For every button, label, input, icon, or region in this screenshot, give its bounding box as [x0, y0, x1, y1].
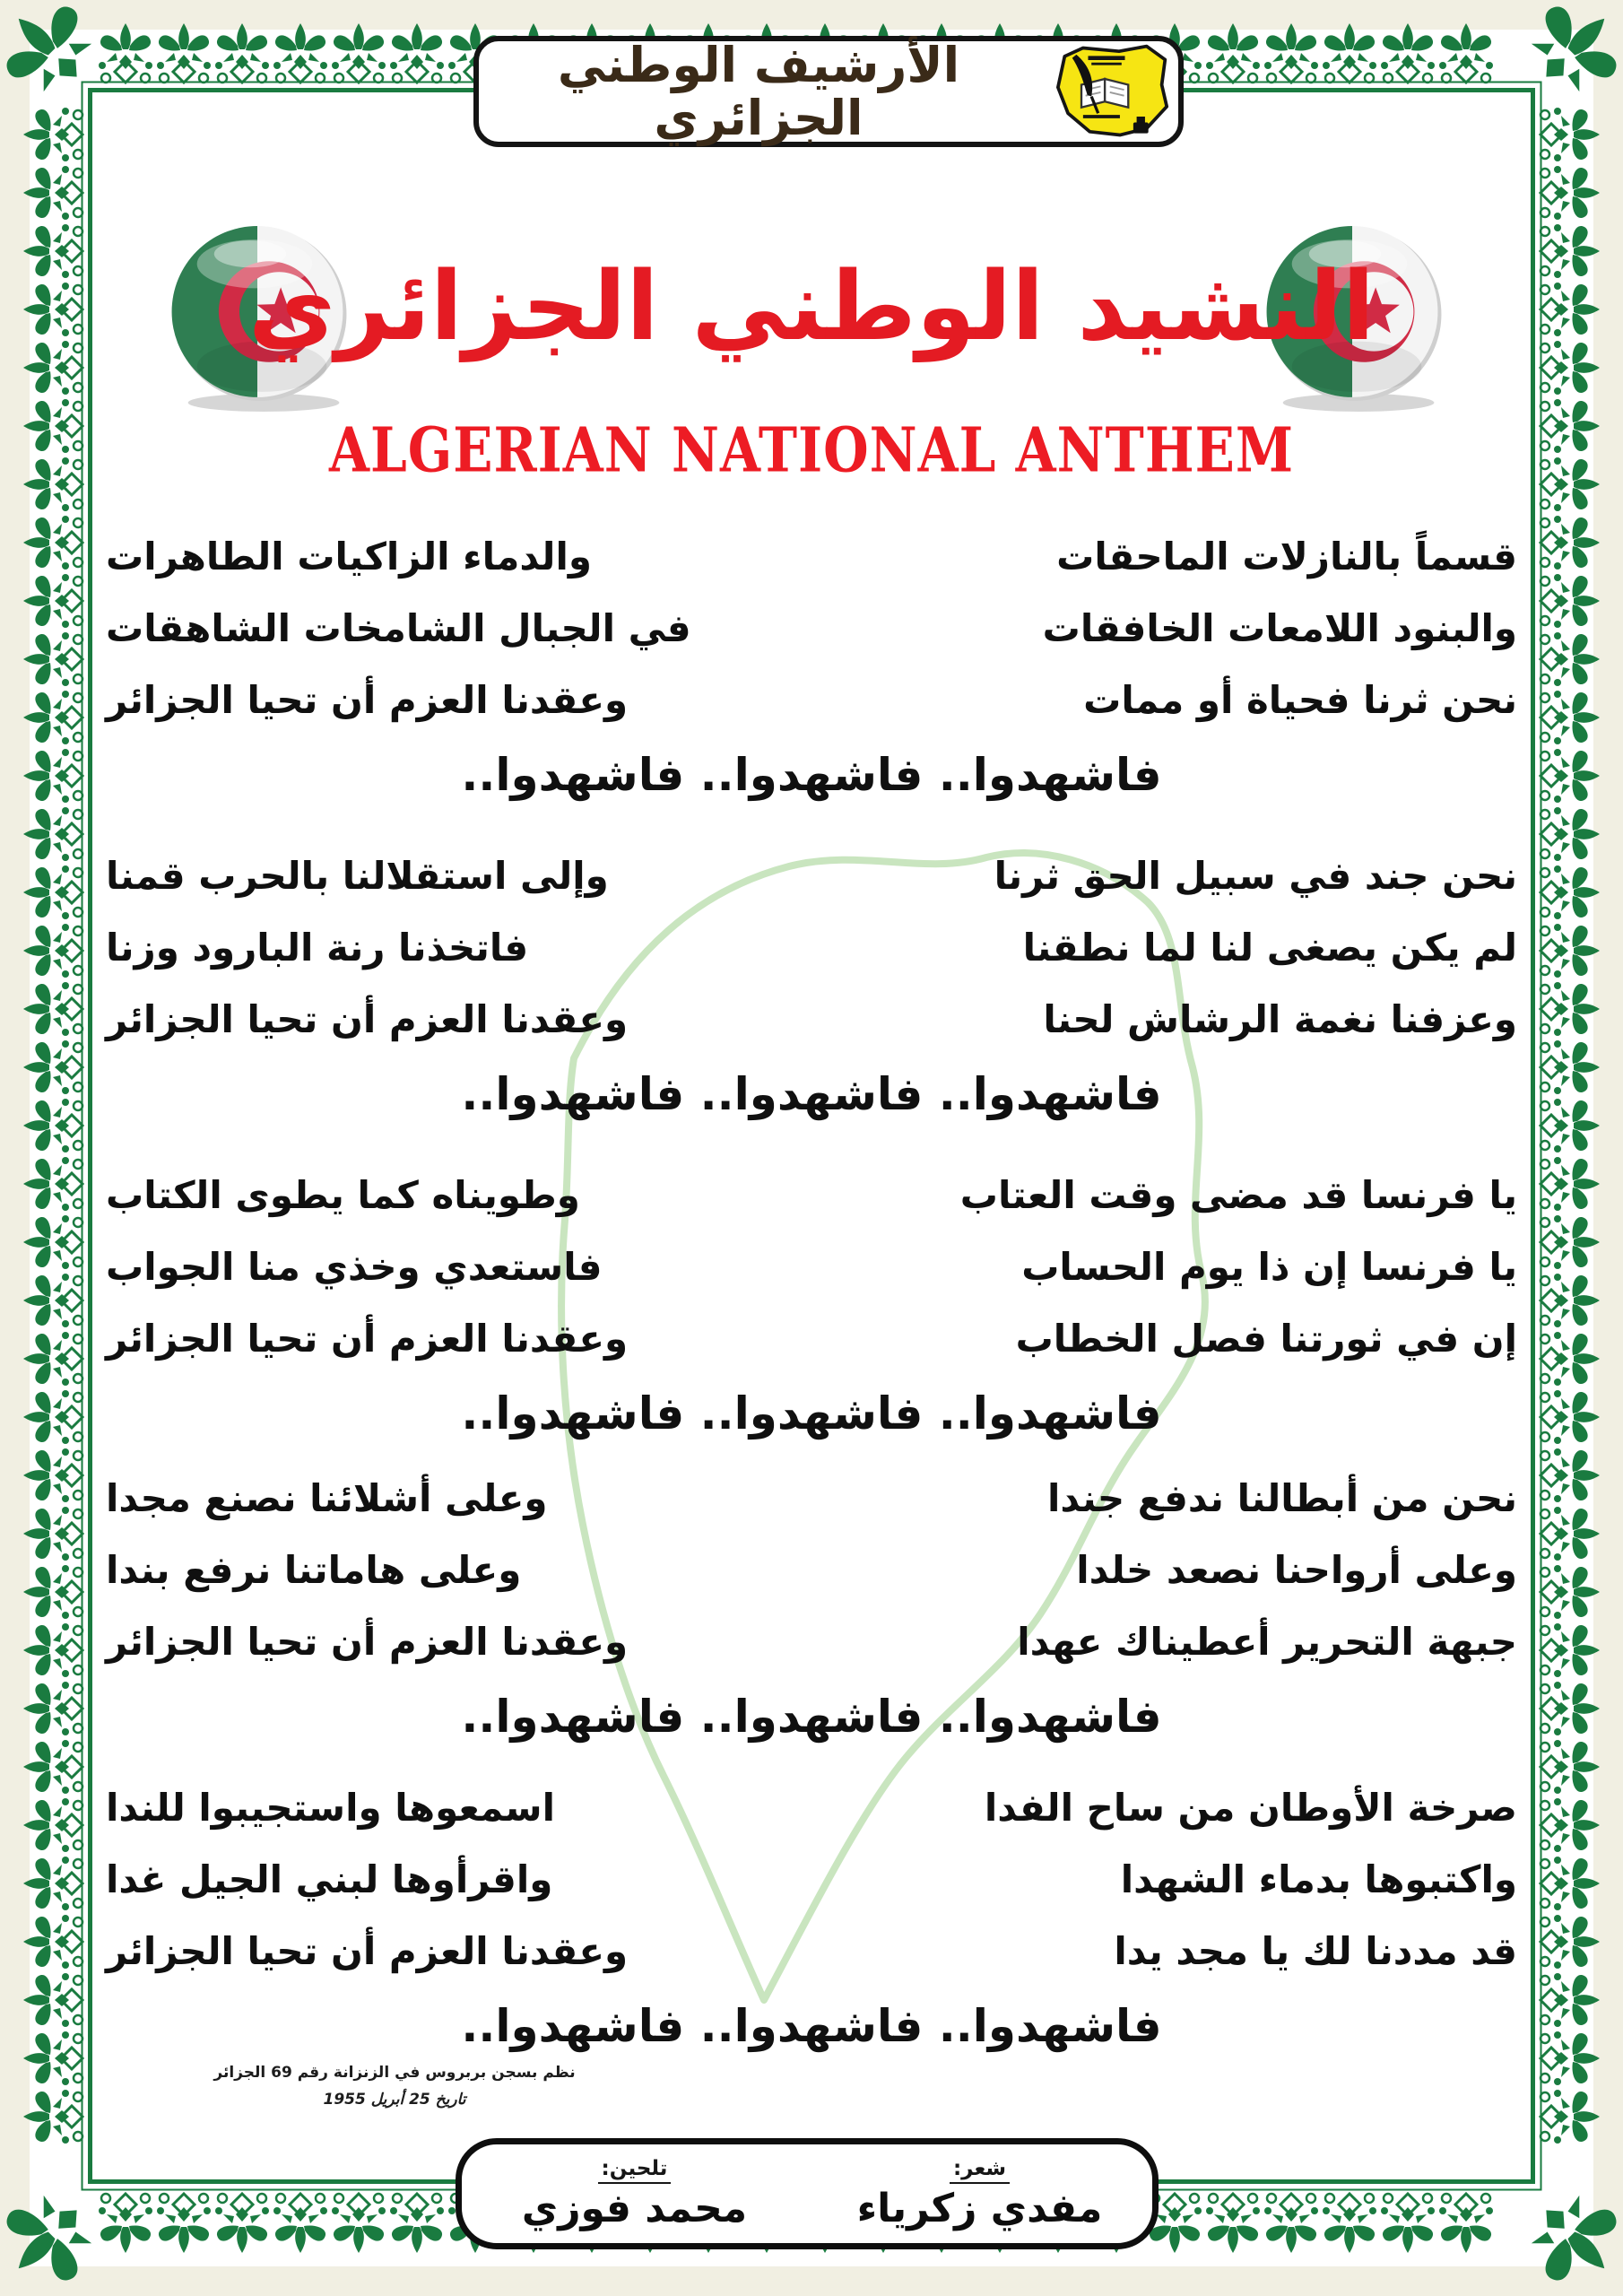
composer-credit — [462, 2157, 807, 2231]
refrain-line: فاشهدوا.. فاشهدوا.. فاشهدوا.. — [461, 1691, 1162, 1743]
page-title-arabic: النشيد الوطني الجزائري — [247, 251, 1376, 361]
verse-line — [106, 1462, 1517, 1534]
refrain-line: فاشهدوا.. فاشهدوا.. فاشهدوا.. — [461, 1387, 1162, 1439]
verse-line — [106, 1231, 1517, 1302]
verse-line — [106, 839, 1517, 911]
hemistich-right: والبنود اللامعات الخافقات — [1042, 605, 1517, 650]
hemistich-right: وعلى أرواحنا نصعد خلدا — [1076, 1547, 1517, 1592]
poet-name: مفدي زكرياء — [856, 2185, 1103, 2231]
hemistich-left: وعقدنا العزم أن تحيا الجزائر — [106, 1316, 629, 1361]
hemistich-right: واكتبوها بدماء الشهدا — [1120, 1857, 1517, 1901]
hemistich-left: وطويناه كما يطوى الكتاب — [106, 1172, 580, 1217]
verse-4 — [106, 1462, 1517, 1754]
verse-line — [106, 1302, 1517, 1374]
verse-line — [106, 911, 1517, 983]
poet-credit — [807, 2157, 1152, 2231]
composition-footnote — [202, 2059, 587, 2113]
hemistich-right: صرخة الأوطان من ساح الفدا — [984, 1785, 1517, 1830]
verse-line — [106, 1605, 1517, 1677]
hemistich-right: قسماً بالنازلات الماحقات — [1056, 534, 1517, 578]
page-title-english: ALGERIAN NATIONAL ANTHEM — [328, 414, 1295, 487]
hemistich-left: وعلى هاماتنا نرفع بندا — [106, 1547, 522, 1592]
credits-box — [456, 2138, 1159, 2249]
verse-line — [106, 1534, 1517, 1605]
hemistich-left: اسمعوها واستجيبوا للندا — [106, 1785, 555, 1830]
hemistich-left: فاستعدي وخذي منا الجواب — [106, 1244, 603, 1289]
hemistich-right: يا فرنسا قد مضى وقت العتاب — [959, 1172, 1517, 1217]
national-archives-logo-icon — [1038, 41, 1175, 142]
hemistich-left: واقرأوها لبني الجيل غدا — [106, 1857, 553, 1901]
verse-line — [106, 592, 1517, 664]
verse-1 — [106, 520, 1517, 813]
archives-banner-title: الأرشيف الوطني الجزائري — [557, 36, 960, 146]
verse-line — [106, 1843, 1517, 1915]
poet-label: شعر: — [950, 2157, 1010, 2184]
verse-line — [106, 1771, 1517, 1843]
hemistich-left: وعقدنا العزم أن تحيا الجزائر — [106, 677, 629, 722]
hemistich-left: في الجبال الشامخات الشاهقات — [106, 605, 691, 650]
verse-line — [106, 520, 1517, 592]
hemistich-right: نحن جند في سبيل الحق ثرنا — [994, 853, 1517, 898]
verse-line — [106, 664, 1517, 735]
hemistich-right: جبهة التحرير أعطيناك عهدا — [1017, 1619, 1517, 1664]
hemistich-right: قد مددنا لك يا مجد يدا — [1114, 1928, 1517, 1973]
hemistich-left: وإلى استقلالنا بالحرب قمنا — [106, 853, 609, 898]
verse-2 — [106, 839, 1517, 1132]
hemistich-left: وعقدنا العزم أن تحيا الجزائر — [106, 1619, 629, 1664]
archives-banner — [473, 36, 1184, 147]
hemistich-right: لم يكن يصغى لنا لما نطقنا — [1022, 925, 1517, 970]
hemistich-right: يا فرنسا إن ذا يوم الحساب — [1021, 1244, 1517, 1289]
footnote-line-2: تاريخ 25 أبريل 1955 — [323, 2091, 466, 2109]
hemistich-left: وعلى أشلائنا نصنع مجدا — [106, 1475, 548, 1520]
composer-label: تلحين: — [598, 2157, 672, 2184]
verse-3 — [106, 1159, 1517, 1451]
hemistich-left: وعقدنا العزم أن تحيا الجزائر — [106, 1928, 629, 1973]
refrain-line: فاشهدوا.. فاشهدوا.. فاشهدوا.. — [461, 749, 1162, 801]
verse-line — [106, 983, 1517, 1055]
verse-line — [106, 1915, 1517, 1987]
hemistich-left: فاتخذنا رنة البارود وزنا — [106, 925, 529, 970]
hemistich-right: وعزفنا نغمة الرشاش لحنا — [1043, 996, 1517, 1041]
hemistich-right: إن في ثورتنا فصل الخطاب — [1015, 1316, 1517, 1361]
footnote-line-1: نظم بسجن بربروس في الزنزانة رقم 69 الجزائر — [213, 2064, 576, 2082]
hemistich-left: وعقدنا العزم أن تحيا الجزائر — [106, 996, 629, 1041]
verse-5 — [106, 1771, 1517, 2064]
hemistich-right: نحن ثرنا فحياة أو ممات — [1083, 677, 1517, 722]
refrain-line: فاشهدوا.. فاشهدوا.. فاشهدوا.. — [461, 1068, 1162, 1120]
verse-line — [106, 1159, 1517, 1231]
composer-name: محمد فوزي — [521, 2185, 748, 2231]
hemistich-right: نحن من أبطالنا ندفع جندا — [1047, 1475, 1517, 1520]
refrain-line: فاشهدوا.. فاشهدوا.. فاشهدوا.. — [461, 2000, 1162, 2052]
hemistich-left: والدماء الزاكيات الطاهرات — [106, 534, 592, 578]
